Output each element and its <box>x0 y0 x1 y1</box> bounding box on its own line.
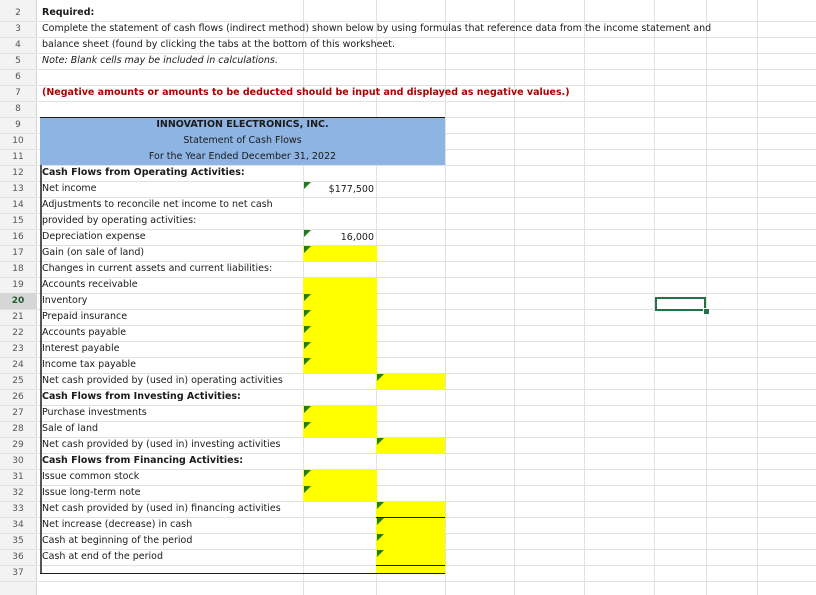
row-number[interactable]: 8 <box>15 104 21 114</box>
row <box>0 421 816 438</box>
comment-marker-icon <box>377 534 384 541</box>
row-number[interactable]: 33 <box>12 504 24 514</box>
inventory-label: Inventory <box>42 295 88 306</box>
investing-header: Cash Flows from Investing Activities: <box>42 391 241 402</box>
gain-label: Gain (on sale of land) <box>42 247 145 258</box>
row-number[interactable]: 15 <box>12 216 24 226</box>
depreciation-cell[interactable]: 16,000 <box>340 232 374 243</box>
comment-marker-icon <box>377 374 384 381</box>
instruction-line: Complete the statement of cash flows (indirect method) shown below by using formulas that reference data from the income statement and <box>42 23 712 34</box>
row <box>0 181 816 198</box>
row-number[interactable]: 28 <box>12 424 24 434</box>
row <box>0 341 816 358</box>
net-income-cell[interactable]: $177,500 <box>328 184 374 195</box>
row-number[interactable]: 22 <box>12 328 24 338</box>
comment-marker-icon <box>377 518 384 525</box>
comment-marker-icon <box>377 550 384 557</box>
comment-marker-icon <box>304 294 311 301</box>
row-number[interactable]: 16 <box>12 232 24 242</box>
row-number[interactable]: 19 <box>12 280 24 290</box>
row-number[interactable]: 21 <box>12 312 24 322</box>
company-name: INNOVATION ELECTRONICS, INC. <box>40 117 445 133</box>
comment-marker-icon <box>304 310 311 317</box>
comment-marker-icon <box>304 358 311 365</box>
interest-payable-label: Interest payable <box>42 343 120 354</box>
issue-stock-label: Issue common stock <box>42 471 140 482</box>
required-heading: Required: <box>42 7 95 18</box>
net-financing-label: Net cash provided by (used in) financing activities <box>42 503 281 514</box>
row-number[interactable]: 37 <box>12 568 24 578</box>
comment-marker-icon <box>377 438 384 445</box>
row-number[interactable]: 6 <box>15 72 21 82</box>
row <box>0 69 816 86</box>
row-number[interactable]: 11 <box>12 152 24 162</box>
net-income-label: Net income <box>42 183 97 194</box>
net-change-label: Net increase (decrease) in cash <box>42 519 193 530</box>
row-number[interactable]: 13 <box>12 184 24 194</box>
comment-marker-icon <box>304 182 311 189</box>
row-number[interactable]: 12 <box>12 168 24 178</box>
issue-note-label: Issue long-term note <box>42 487 141 498</box>
cash-beginning-label: Cash at beginning of the period <box>42 535 193 546</box>
row-number[interactable]: 23 <box>12 344 24 354</box>
accounts-payable-label: Accounts payable <box>42 327 127 338</box>
row-number[interactable]: 34 <box>12 520 24 530</box>
adjustments-label: Adjustments to reconcile net income to net cash <box>42 199 273 210</box>
row-number[interactable]: 35 <box>12 536 24 546</box>
row-number[interactable]: 5 <box>15 56 21 66</box>
row-number[interactable]: 14 <box>12 200 24 210</box>
comment-marker-icon <box>304 342 311 349</box>
row-number[interactable]: 31 <box>12 472 24 482</box>
comment-marker-icon <box>377 502 384 509</box>
row <box>0 101 816 118</box>
accounts-receivable-label: Accounts receivable <box>42 279 138 290</box>
row-number[interactable]: 7 <box>15 88 21 98</box>
comment-marker-icon <box>304 230 311 237</box>
operating-header: Cash Flows from Operating Activities: <box>42 167 245 178</box>
changes-label: Changes in current assets and current liabilities: <box>42 263 273 274</box>
income-tax-payable-label: Income tax payable <box>42 359 136 370</box>
cell-border <box>376 517 445 518</box>
working-capital-input-cells[interactable] <box>303 278 377 373</box>
row-number[interactable]: 30 <box>12 456 24 466</box>
row-number[interactable]: 32 <box>12 488 24 498</box>
adjustments-label-2: provided by operating activities: <box>42 215 197 226</box>
comment-marker-icon <box>304 486 311 493</box>
net-cash-summary-cells[interactable] <box>376 502 445 573</box>
statement-period: For the Year Ended December 31, 2022 <box>40 149 445 165</box>
statement-title: Statement of Cash Flows <box>40 133 445 149</box>
instruction-line: balance sheet (found by clicking the tabs at the bottom of this worksheet. <box>42 39 396 50</box>
header-top-border <box>40 117 445 118</box>
row-number[interactable]: 20 <box>0 293 36 309</box>
row-number[interactable]: 29 <box>12 440 24 450</box>
purchase-investments-label: Purchase investments <box>42 407 147 418</box>
comment-marker-icon <box>304 406 311 413</box>
row-number[interactable]: 10 <box>12 136 24 146</box>
investing-input-cells[interactable] <box>303 406 377 437</box>
net-operating-label: Net cash provided by (used in) operating activities <box>42 375 283 386</box>
row-number[interactable]: 26 <box>12 392 24 402</box>
fill-handle[interactable] <box>703 308 710 315</box>
depreciation-label: Depreciation expense <box>42 231 146 242</box>
net-operating-cell[interactable] <box>376 374 445 389</box>
row-number[interactable]: 17 <box>12 248 24 258</box>
note-text: Note: Blank cells may be included in calculations. <box>42 55 278 66</box>
comment-marker-icon <box>304 246 311 253</box>
gain-input-cell[interactable] <box>303 246 377 261</box>
negative-values-note: (Negative amounts or amounts to be deducted should be input and displayed as negative values.) <box>42 87 570 98</box>
financing-input-cells[interactable] <box>303 470 377 501</box>
row-number[interactable]: 27 <box>12 408 24 418</box>
cash-end-label: Cash at end of the period <box>42 551 163 562</box>
row-number[interactable]: 18 <box>12 264 24 274</box>
cell-border <box>376 565 445 566</box>
row-number[interactable]: 2 <box>15 8 21 18</box>
row <box>0 5 816 22</box>
sale-of-land-label: Sale of land <box>42 423 99 434</box>
statement-bottom-border <box>40 573 376 574</box>
row-number[interactable]: 25 <box>12 376 24 386</box>
prepaid-insurance-label: Prepaid insurance <box>42 311 128 322</box>
comment-marker-icon <box>304 422 311 429</box>
cell-border <box>376 573 445 574</box>
financing-header: Cash Flows from Financing Activities: <box>42 455 244 466</box>
row-number[interactable]: 9 <box>15 120 21 130</box>
net-investing-cell[interactable] <box>376 438 445 453</box>
row-number[interactable]: 3 <box>15 24 21 34</box>
row-number[interactable]: 36 <box>12 552 24 562</box>
row-number[interactable]: 24 <box>12 360 24 370</box>
row-number[interactable]: 4 <box>15 40 21 50</box>
comment-marker-icon <box>304 326 311 333</box>
comment-marker-icon <box>304 470 311 477</box>
active-cell-selection[interactable] <box>655 297 706 311</box>
net-investing-label: Net cash provided by (used in) investing activities <box>42 439 281 450</box>
